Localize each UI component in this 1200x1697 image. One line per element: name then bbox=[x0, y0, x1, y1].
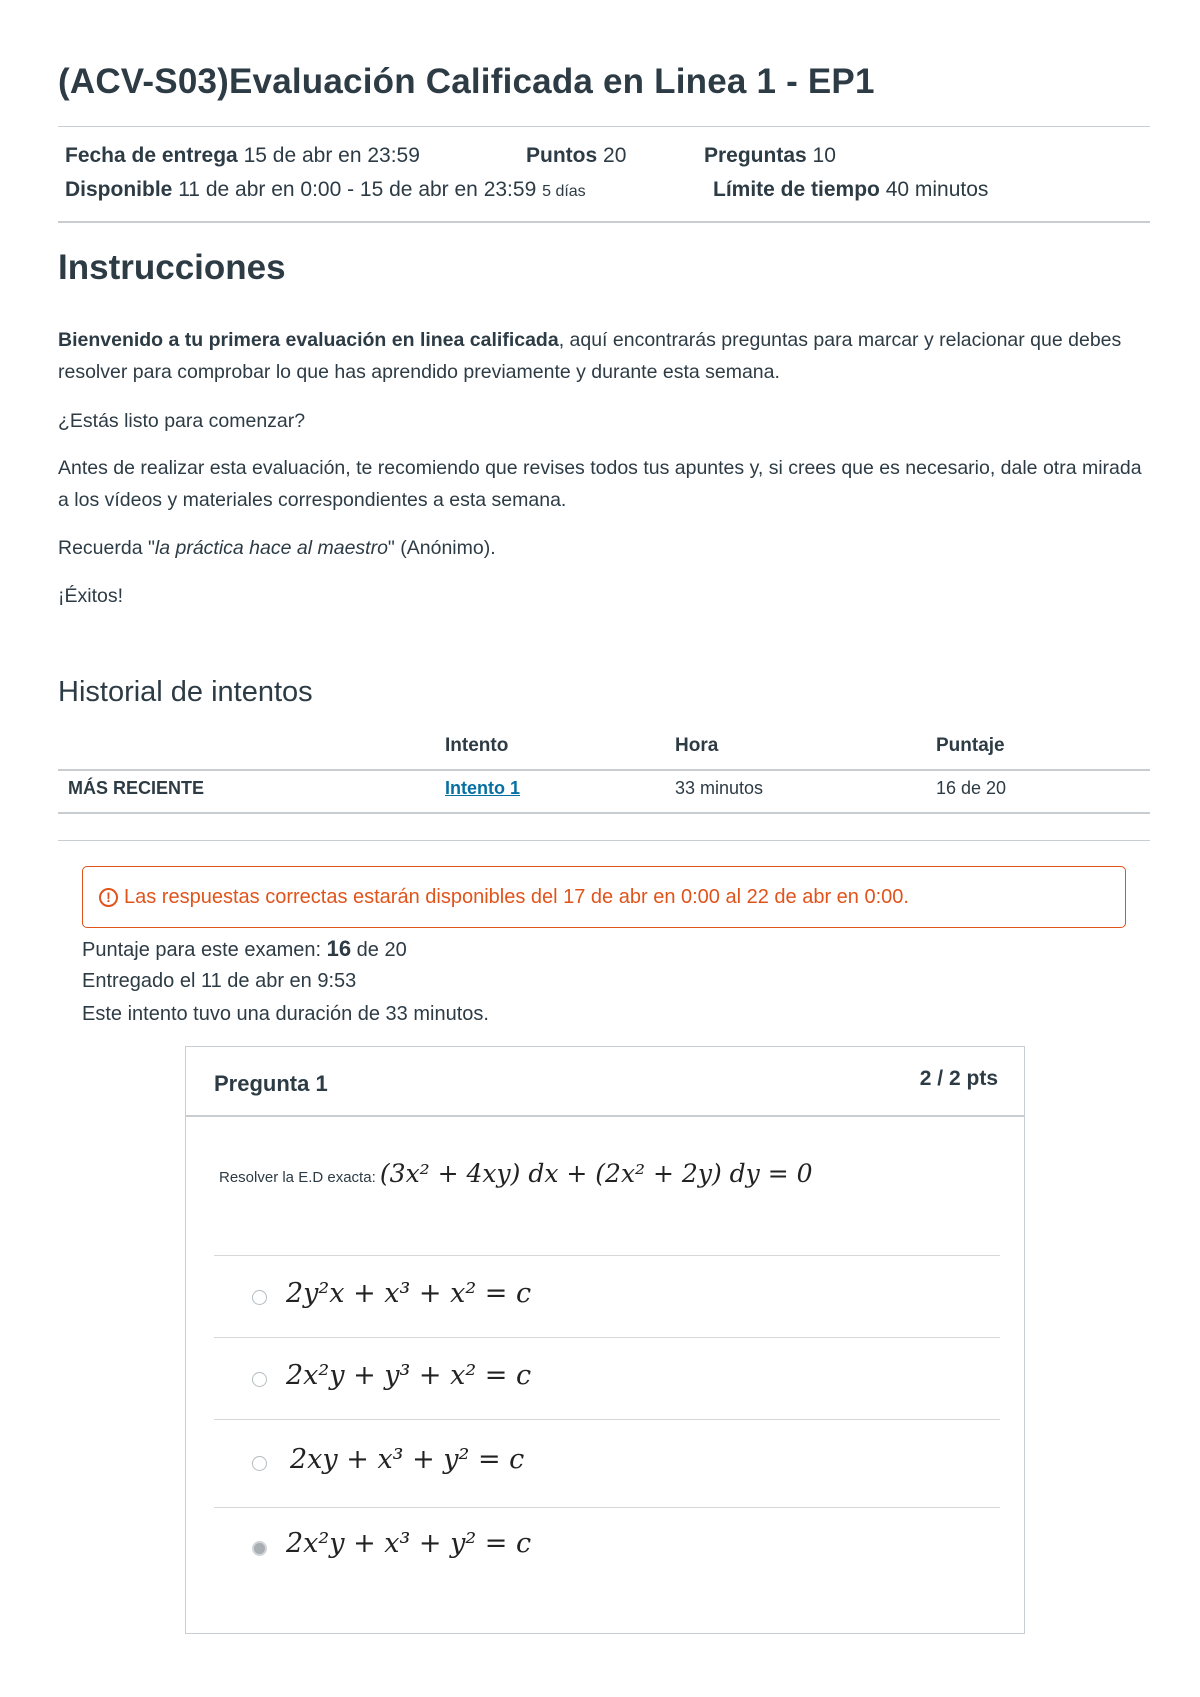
recommendation-paragraph: Antes de realizar esta evaluación, te recomiendo que revises todos tus apuntes y, si crees que es necesario, dale otra mirada a los vídeos y materiales correspondientes a esta semana. bbox=[58, 457, 1142, 511]
questions-count bbox=[704, 144, 836, 168]
attempt-score: 16 de 20 bbox=[936, 778, 1007, 798]
points bbox=[526, 144, 626, 168]
time-limit-label: Límite de tiempo bbox=[713, 178, 880, 201]
due-value: 15 de abr en 23:59 bbox=[243, 144, 420, 167]
score-total: de 20 bbox=[351, 939, 407, 961]
success-text: ¡Éxitos! bbox=[58, 585, 124, 607]
exclamation-circle-icon: ! bbox=[99, 888, 118, 907]
alert-text: Las respuestas correctas estarán disponibles del 17 de abr en 0:00 al 22 de abr en 0:00. bbox=[124, 885, 909, 908]
answer-option[interactable] bbox=[186, 1256, 1024, 1336]
quote-prefix: Recuerda " bbox=[58, 537, 155, 559]
quote-paragraph bbox=[58, 532, 1150, 564]
table-header-divider bbox=[58, 769, 1150, 771]
welcome-bold-text: Bienvenido a tu primera evaluación en linea calificada bbox=[58, 329, 559, 351]
column-header-time: Hora bbox=[675, 735, 719, 756]
submitted-at: Entregado el 11 de abr en 9:53 bbox=[82, 970, 357, 992]
radio-button[interactable] bbox=[252, 1290, 267, 1305]
welcome-text: , aquí encontrarás preguntas para marcar y relacionar que debes resolver para comprobar lo que has aprendido previamente y durante esta semana. bbox=[58, 329, 1122, 383]
questions-label: Preguntas bbox=[704, 144, 807, 167]
radio-button-checked[interactable] bbox=[252, 1541, 267, 1556]
attempt-link[interactable] bbox=[445, 778, 520, 799]
history-heading: Historial de intentos bbox=[58, 676, 313, 708]
answer-option-selected[interactable] bbox=[186, 1508, 1024, 1588]
column-header-score: Puntaje bbox=[936, 735, 1005, 756]
instructions-heading: Instrucciones bbox=[58, 248, 286, 287]
attempt-duration: Este intento tuvo una duración de 33 minutos. bbox=[82, 1003, 489, 1025]
quote-suffix: " (Anónimo). bbox=[387, 537, 496, 559]
option-text: 2y²x + x³ + x² = c bbox=[286, 1278, 532, 1309]
questions-value: 10 bbox=[812, 144, 836, 167]
answer-option[interactable] bbox=[186, 1338, 1024, 1418]
available-label: Disponible bbox=[65, 178, 173, 201]
quote-italic: la práctica hace al maestro bbox=[154, 537, 388, 559]
question-card bbox=[185, 1046, 1025, 1634]
due-date bbox=[65, 144, 420, 168]
time-limit bbox=[713, 178, 988, 202]
option-text: 2xy + x³ + y² = c bbox=[290, 1444, 525, 1475]
question-prompt bbox=[219, 1159, 813, 1188]
points-label: Puntos bbox=[526, 144, 598, 167]
divider bbox=[58, 126, 1150, 127]
attempt-link-text[interactable]: Intento 1 bbox=[445, 778, 520, 798]
answers-availability-alert bbox=[82, 866, 1126, 928]
page-title: (ACV-S03)Evaluación Calificada en Linea 1 - EP1 bbox=[58, 62, 875, 101]
ready-question: ¿Estás listo para comenzar? bbox=[58, 410, 306, 432]
option-text: 2x²y + x³ + y² = c bbox=[286, 1528, 532, 1559]
prompt-label: Resolver la E.D exacta: bbox=[219, 1169, 380, 1186]
availability bbox=[65, 178, 586, 202]
option-text: 2x²y + y³ + x² = c bbox=[286, 1360, 532, 1391]
instructions-paragraph bbox=[58, 324, 1150, 388]
prompt-equation: (3x² + 4xy) dx + (2x² + 2y) dy = 0 bbox=[379, 1159, 813, 1188]
row-label-most-recent: MÁS RECIENTE bbox=[68, 778, 205, 798]
available-days: 5 días bbox=[542, 183, 586, 200]
divider bbox=[58, 840, 1150, 841]
time-limit-value: 40 minutos bbox=[885, 178, 989, 201]
points-value: 20 bbox=[603, 144, 627, 167]
question-title: Pregunta 1 bbox=[214, 1071, 328, 1096]
question-points: 2 / 2 pts bbox=[919, 1067, 998, 1090]
question-header bbox=[186, 1047, 1024, 1117]
available-value: 11 de abr en 0:00 - 15 de abr en 23:59 bbox=[178, 178, 537, 201]
table-row-divider bbox=[58, 812, 1150, 814]
divider bbox=[58, 221, 1150, 223]
exam-score bbox=[82, 936, 407, 962]
column-header-attempt: Intento bbox=[445, 735, 509, 756]
radio-button[interactable] bbox=[252, 1456, 267, 1471]
attempt-time: 33 minutos bbox=[675, 778, 764, 798]
score-value: 16 bbox=[326, 936, 352, 961]
radio-button[interactable] bbox=[252, 1372, 267, 1387]
due-label: Fecha de entrega bbox=[65, 144, 238, 167]
answer-option[interactable] bbox=[186, 1420, 1024, 1500]
score-label: Puntaje para este examen: bbox=[82, 939, 327, 961]
